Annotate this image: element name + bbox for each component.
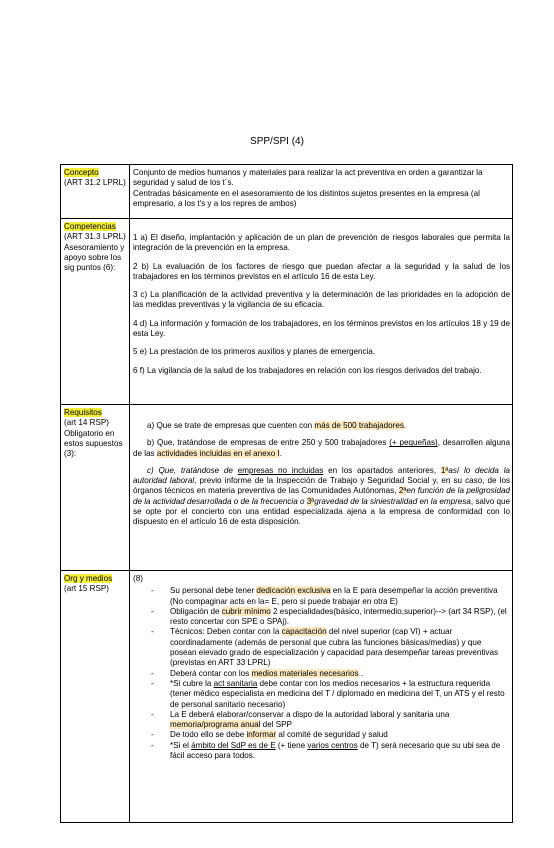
row-label: Competencias	[64, 222, 116, 231]
requisito-b	[133, 438, 510, 459]
text-run: del nivel superior (cap VI) + actuar coordinadamente (además de personal que cubra las funciones básicas/medias) y que posean elevado grado de especialización y capacidad para desempeñar tareas preventivas (previstas en ART 33 LPRL)	[170, 627, 499, 668]
text-run: .	[279, 448, 282, 458]
content-cell	[130, 405, 513, 571]
text-run: De todo ello se debe	[170, 730, 247, 740]
list-item: 5 e) La prestación de los primeros auxilios y planes de emergencia.	[133, 347, 376, 357]
underlined-text: (+ pequeñas)	[389, 438, 438, 448]
list-item	[133, 586, 510, 607]
content-cell	[130, 571, 513, 823]
text-run: Obligación de	[170, 606, 222, 616]
row-label: Requisitos	[64, 408, 102, 417]
list-item	[133, 669, 510, 679]
table-row-competencias	[61, 219, 513, 405]
concept-line: Centradas básicamente en el asesoramiento de los distintos sujetos presentes en la empresa (al empresario, a los t's y a los repres de ambos)	[133, 188, 480, 208]
text-run: *Si el	[170, 740, 192, 750]
highlight: memoria/programa anual	[170, 720, 261, 730]
list-item: 1 a) El diseño, implantación y aplicación de un plan de prevención de riesgos laborales que permita la integración de la prevención en la empresa.	[133, 233, 510, 253]
row-label: Concepto	[64, 168, 99, 177]
text-run: .	[403, 421, 407, 430]
highlight: informar	[246, 730, 277, 740]
table-row-org-medios	[61, 571, 513, 823]
list-item	[133, 741, 510, 762]
concept-line: Conjunto de medios humanos y materiales para realizar la act preventiva en orden a garantizar la seguridad y salud de los t´s.	[133, 168, 483, 188]
highlight: más de 500 trabajadores	[314, 421, 404, 430]
list-item	[133, 627, 510, 668]
text-run: de T) será necesario que su ubi sea de fácil acceso para todos.	[170, 740, 501, 761]
highlight: medios materiales necesarios	[251, 668, 359, 678]
list-item: 3 c) La planificación de la actividad preventiva y la determinación de las prioridades en la adopción de las medidas preventivas y la vigilancia de su eficacia.	[133, 290, 510, 310]
text-run: , desarrollen alguna de las	[133, 438, 510, 458]
count-label: (8)	[133, 574, 143, 583]
list-item	[133, 679, 510, 710]
table-row-concepto	[61, 165, 513, 219]
text-run: al comité de seguridad y salud	[276, 730, 388, 740]
text-run: .	[358, 668, 364, 678]
underlined-text: ámbito del SdP es de E	[191, 740, 276, 750]
requisito-a	[133, 421, 510, 431]
underlined-text: varios centros	[307, 740, 358, 750]
text-run: Su personal debe tener	[170, 586, 257, 596]
text-run: debe contar con los medios necesarios + la estructura requerida (tener médico especialista en medicina del T / diplomado en medicina del T, un ATS y el resto de personal sanitario necesario)	[170, 678, 505, 709]
highlight: 2ª	[398, 486, 407, 496]
row-label-sub: (ART 31.3 LPRL) Asesoramiento y apoyo sobre los sig puntos (6):	[64, 232, 126, 273]
text-run: b) Que, tratándose de empresas de entre 250 y 500 trabajadores	[147, 438, 390, 448]
row-label-sub: (ART 31.2 LPRL)	[64, 178, 126, 188]
underlined-text: act sanitaria	[213, 678, 258, 688]
highlight: cubrir mínimo	[221, 606, 271, 616]
row-label-sub: (art 15 RSP)	[64, 584, 109, 594]
list-item	[133, 607, 510, 628]
text-run: c) Que, tratándose de	[147, 465, 238, 475]
text-run: La E deberá elaborar/conservar a dispo de la autoridad laboral y sanitaria una	[170, 709, 450, 719]
page-title: SPP/SPI (4)	[250, 136, 304, 147]
text-run: , salvo que se opte por el concierto con una entidad especializada ajena a la empresa de conformidad con lo dispuesto en el artículo 16 de esta disposición.	[133, 496, 510, 527]
text-run: 2 especialidades(básico, intermedio,superior)--> (art 34 RSP), (el resto concertar con SPE o SPAj).	[170, 606, 507, 627]
label-cell	[61, 571, 130, 823]
label-cell	[61, 219, 130, 405]
text-run: Técnicos: Deben contar con la	[170, 627, 282, 637]
highlight: capacitación	[281, 627, 327, 637]
text-run: (+ tiene	[275, 740, 308, 750]
text-run: en los apartados anteriores,	[323, 465, 441, 475]
requisito-c	[133, 466, 510, 528]
highlight: 1ª	[440, 465, 449, 475]
row-label: Org y medios	[64, 574, 113, 583]
highlight: dedicación exclusiva	[256, 586, 331, 596]
content-cell	[130, 165, 513, 219]
bullet-list	[133, 586, 510, 761]
italic-text: así lo decida la autoridad laboral	[133, 465, 510, 486]
content-cell	[130, 219, 513, 405]
list-item	[133, 730, 510, 740]
list-item: 4 d) La información y formación de los trabajadores, en los términos previstos en los artículos 18 y 19 de esta Ley.	[133, 318, 510, 339]
spp-table	[60, 164, 513, 823]
text-run: en la E para desempeñar la acción preventiva (No compaginar acts en la= E, pero si puede trabajar en otra E)	[170, 586, 498, 606]
text-run: , previo informe de la Inspección de Trabajo y Seguridad Social y, en su caso, de los órganos técnicos en materia preventiva de las Comunidades Autónomas,	[133, 476, 511, 496]
text-run: *Si cubre la	[170, 678, 214, 688]
text-run: del SPP	[260, 720, 292, 730]
text-run: Deberá contar con los	[170, 668, 252, 678]
label-cell	[61, 165, 130, 219]
list-item: 6 f) La vigilancia de la salud de los trabajadores en relación con los riesgos derivados del trabajo.	[133, 365, 482, 375]
italic-text: gravedad de la siniestralidad en la empresa	[314, 496, 471, 506]
table-row-requisitos	[61, 405, 513, 571]
list-item: 2 b) La evaluación de los factores de riesgo que puedan afectar a la seguridad y la salud de los trabajadores en los términos previstos en el artículo 16 de esta Ley.	[133, 261, 510, 281]
row-label-sub: (art 14 RSP) Obligatorio en estos supuestos (3):	[64, 418, 123, 459]
text-run: a) Que se trate de empresas que cuenten con	[147, 421, 315, 430]
highlight: 3ª	[306, 496, 315, 506]
list-item	[133, 710, 510, 731]
label-cell	[61, 405, 130, 571]
italic-text: en función de la peligrosidad de la actividad desarrollada o de la frecuencia o	[133, 486, 510, 506]
highlight: actividades incluidas en el anexo I	[156, 448, 280, 458]
underlined-text: empresas no incluidas	[237, 465, 324, 475]
